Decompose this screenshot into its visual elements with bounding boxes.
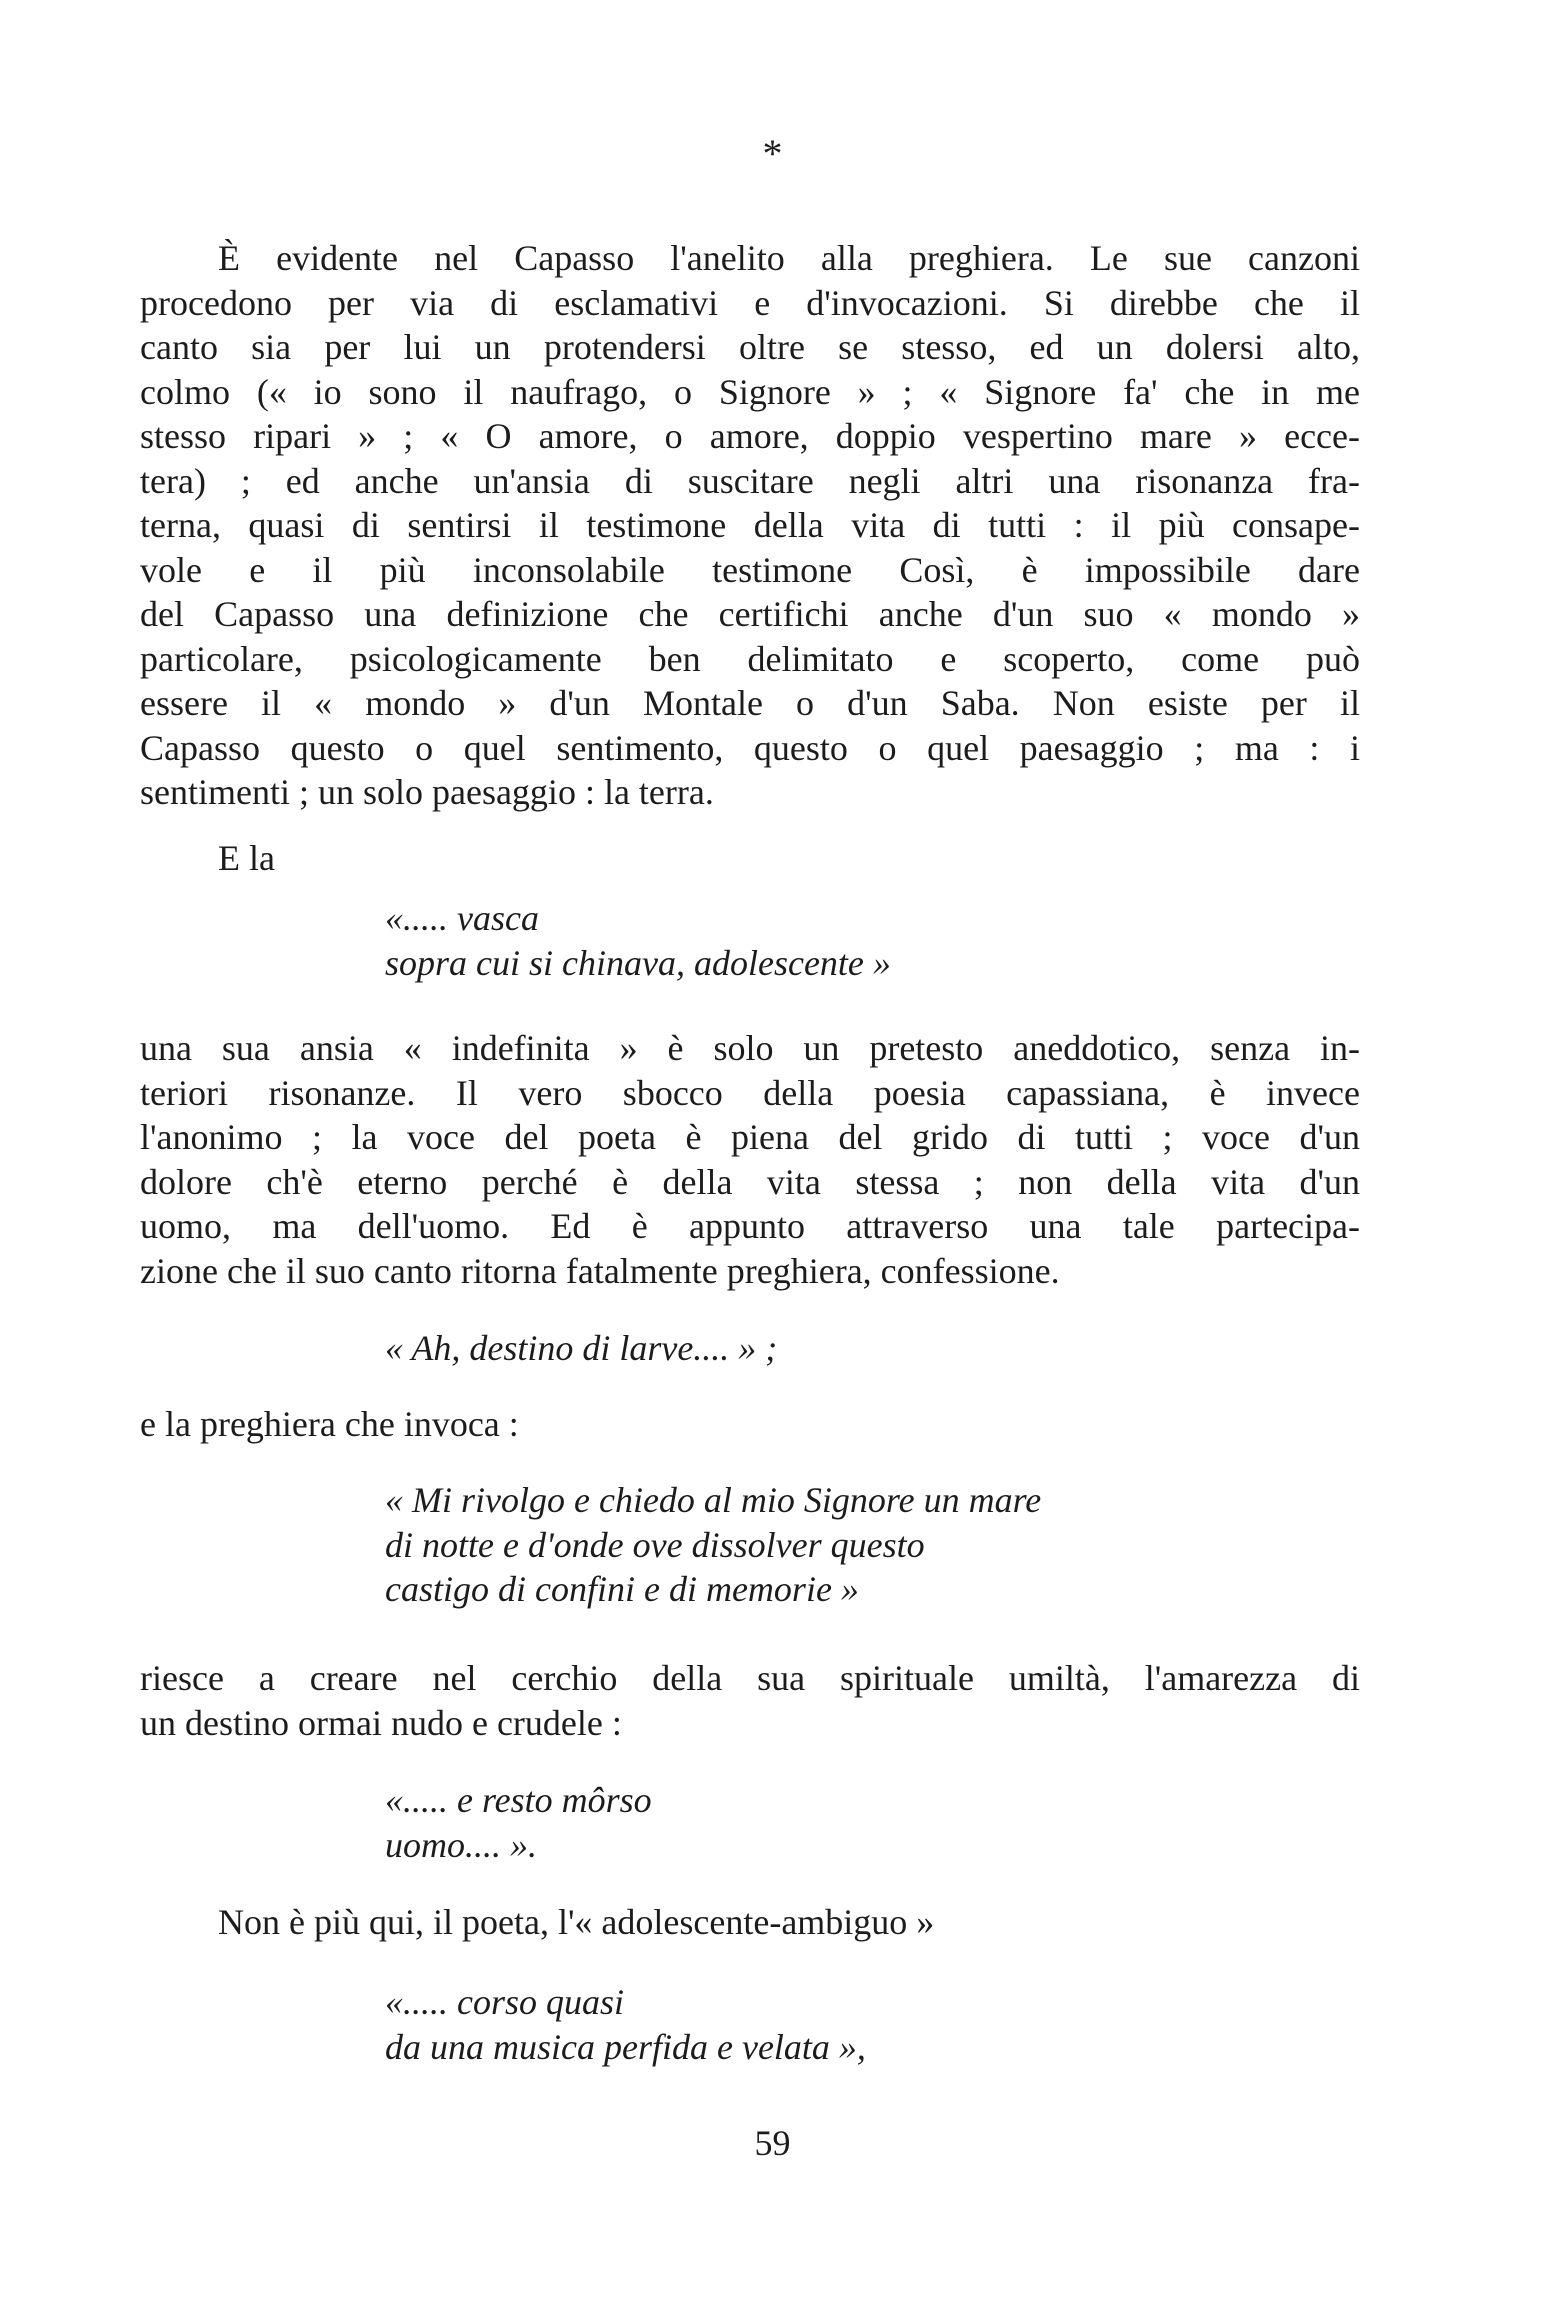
paragraph-e-la [140, 836, 1360, 881]
text-line: vole e il più inconsolabile testimone Così, è impossibile dare [140, 549, 1360, 590]
section-asterisk: * [762, 131, 783, 176]
text-line: zione che il suo canto ritorna fatalmente preghiera, confessione. [140, 1250, 1060, 1291]
text-line: Non è più qui, il poeta, l'« adolescente-ambiguo » [218, 1902, 935, 1942]
text-line: riesce a creare nel cerchio della sua spirituale umiltà, l'amarezza di [140, 1658, 1360, 1698]
text-line: colmo (« io sono il naufrago, o Signore » ; « Signore fa' che in me [140, 371, 1360, 412]
paragraph-3 [140, 1656, 1360, 1745]
text-line: del Capasso una definizione che certifichi anche d'un suo « mondo » [140, 594, 1360, 634]
text-line: un destino ormai nudo e crudele : [140, 1702, 622, 1743]
text-line: procedono per via di esclamativi e d'invocazioni. Si direbbe che il [140, 282, 1360, 323]
verse-quote-1 [385, 896, 891, 985]
text-line: canto sia per lui un protendersi oltre se stesso, ed un dolersi alto, [140, 327, 1360, 367]
verse-quote-5 [385, 1980, 866, 2069]
text-line: e la preghiera che invoca : [140, 1404, 519, 1444]
text-line: sentimenti ; un solo paesaggio : la terra. [140, 772, 714, 812]
verse-line: da una musica perfida e velata », [385, 2026, 866, 2067]
verse-line: uomo.... ». [385, 1824, 537, 1865]
paragraph-invoca [140, 1402, 1360, 1447]
text-line: E la [218, 838, 275, 878]
paragraph-1 [140, 236, 1360, 815]
text-line: uomo, ma dell'uomo. Ed è appunto attraverso una tale partecipa- [140, 1206, 1360, 1246]
verse-line: «..... vasca [385, 898, 539, 938]
verse-line: « Ah, destino di larve.... » ; [385, 1328, 778, 1368]
verse-line: di notte e d'onde ove dissolver questo [385, 1524, 925, 1565]
text-line: una sua ansia « indefinita » è solo un pretesto aneddotico, senza in- [140, 1028, 1360, 1068]
text-line: dolore ch'è eterno perché è della vita stessa ; non della vita d'un [140, 1161, 1360, 1202]
verse-line: «..... corso quasi [385, 1982, 625, 2022]
paragraph-2 [140, 1026, 1360, 1293]
text-line: stesso ripari » ; « O amore, o amore, doppio vespertino mare » ecce- [140, 416, 1360, 456]
verse-line: «..... e resto môrso [385, 1780, 652, 1820]
paragraph-non-e-piu [140, 1900, 1360, 1945]
text-line: particolare, psicologicamente ben delimitato e scoperto, come può [140, 638, 1360, 679]
verse-line: « Mi rivolgo e chiedo al mio Signore un mare [385, 1480, 1042, 1520]
text-line: l'anonimo ; la voce del poeta è piena del grido di tutti ; voce d'un [140, 1117, 1360, 1157]
verse-quote-3 [385, 1478, 1041, 1612]
page-number: 59 [754, 2123, 791, 2163]
verse-quote-4 [385, 1778, 652, 1867]
text-line: tera) ; ed anche un'ansia di suscitare negli altri una risonanza fra- [140, 460, 1360, 501]
text-line: teriori risonanze. Il vero sbocco della poesia capassiana, è invece [140, 1072, 1360, 1113]
verse-line: castigo di confini e di memorie » [385, 1569, 859, 1609]
verse-quote-2 [385, 1326, 777, 1371]
text-line: Capasso questo o quel sentimento, questo o quel paesaggio ; ma : i [140, 727, 1360, 768]
verse-line: sopra cui si chinava, adolescente » [385, 942, 891, 983]
text-line: essere il « mondo » d'un Montale o d'un Saba. Non esiste per il [140, 683, 1360, 723]
text-line: È evidente nel Capasso l'anelito alla preghiera. Le sue canzoni [218, 238, 1360, 278]
text-line: terna, quasi di sentirsi il testimone della vita di tutti : il più consape- [140, 505, 1360, 545]
